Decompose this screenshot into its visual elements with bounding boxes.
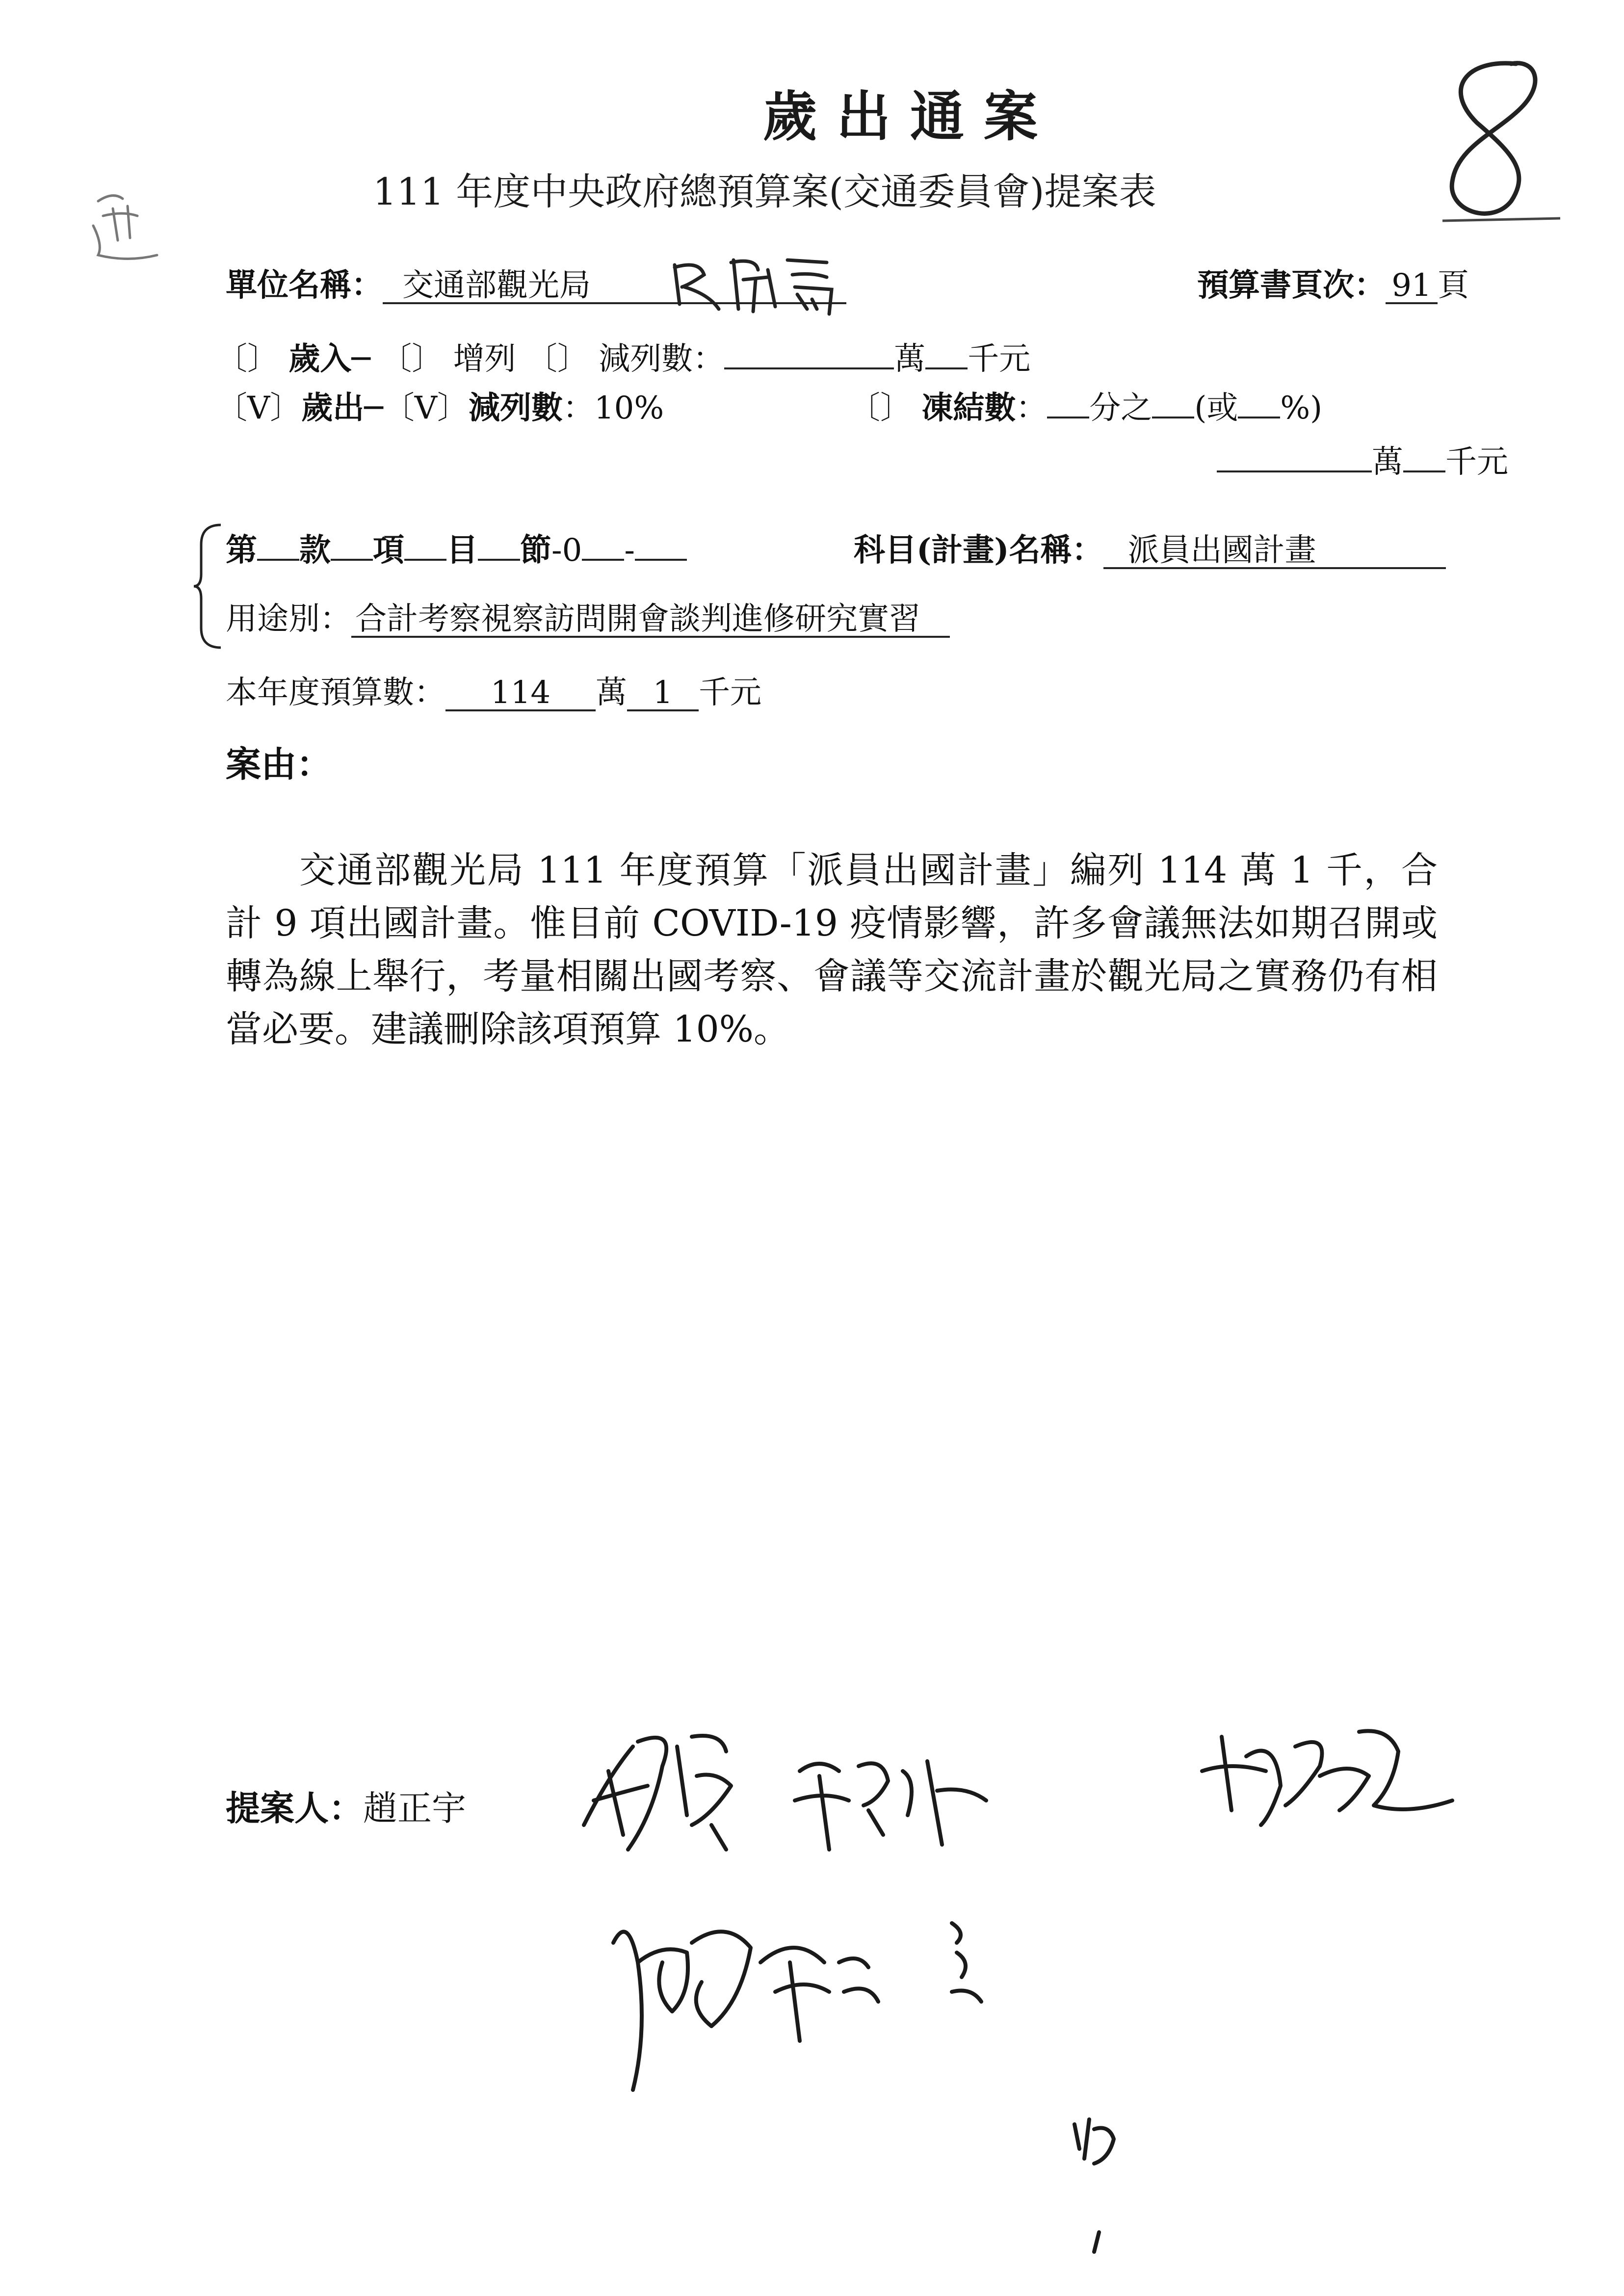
document-title: 111 年度中央政府總預算案(交通委員會)提案表 xyxy=(373,170,1156,213)
handwritten-page-number-8 xyxy=(1413,49,1570,226)
item-kuan-blank xyxy=(257,559,299,561)
item-bracket xyxy=(191,520,226,652)
freeze-qian-blank xyxy=(1403,470,1445,472)
revenue-qian-blank xyxy=(925,367,968,369)
freeze-or-open: (或 xyxy=(1194,390,1238,426)
unit-value: 交通部觀光局 xyxy=(383,269,720,304)
budget-qianyuan: 千元 xyxy=(699,675,761,711)
revenue-amount-blank xyxy=(724,367,894,369)
subject-value: 派員出國計畫 xyxy=(1103,534,1446,569)
budget-wan-value: 114 xyxy=(445,677,596,711)
freeze-fraction-label: 分之 xyxy=(1089,390,1153,426)
revenue-decrease-checkbox: 〔〕 xyxy=(525,341,589,377)
item-row xyxy=(226,525,687,570)
freeze-checkbox: 〔〕 xyxy=(849,390,912,426)
budget-label: 本年度預算數： xyxy=(226,675,445,711)
expenditure-decrease-label: 減列數 xyxy=(468,390,563,426)
item-di: 第 xyxy=(226,532,257,569)
freeze-numerator-blank xyxy=(1152,417,1194,418)
revenue-qianyuan: 千元 xyxy=(968,341,1031,377)
item-jie: 節 xyxy=(520,532,551,569)
revenue-increase-label: 增列 xyxy=(453,341,516,377)
unit-row xyxy=(226,260,720,305)
unit-label: 單位名稱： xyxy=(226,267,383,304)
signature-2 xyxy=(795,1761,986,1850)
freeze-percent-blank xyxy=(1238,417,1280,418)
budget-page-suffix: 頁 xyxy=(1438,267,1469,304)
margin-handwritten-mark xyxy=(83,182,162,265)
budget-row xyxy=(226,667,761,712)
budget-page-label: 預算書頁次： xyxy=(1197,267,1386,304)
handwritten-signatures xyxy=(564,1688,1541,2257)
case-heading: 案由： xyxy=(226,743,332,785)
item-xiang-blank xyxy=(331,559,373,561)
revenue-decrease-label: 減列數： xyxy=(599,341,725,377)
proposer-name: 趙正宇 xyxy=(363,1788,466,1828)
signature-1 xyxy=(584,1736,731,1850)
expenditure-row xyxy=(216,383,664,428)
item-jie-blank xyxy=(478,559,520,561)
signature-4 xyxy=(613,1931,878,2090)
freeze-qianyuan: 千元 xyxy=(1445,444,1508,480)
expenditure-decrease-checkbox: 〔V〕 xyxy=(383,390,469,426)
usage-value: 合計考察視察訪問開會談判進修研究實習 xyxy=(351,603,950,638)
item-mu-blank xyxy=(404,559,446,561)
handwritten-unit-suffix xyxy=(670,250,846,319)
revenue-wan: 萬 xyxy=(894,341,926,377)
usage-row xyxy=(226,594,950,639)
stamp-title: 歲出通案 xyxy=(763,85,1057,148)
item-kuan: 款 xyxy=(299,532,331,569)
freeze-wan-blank xyxy=(1217,470,1372,472)
freeze-label: 凍結數 xyxy=(921,390,1016,426)
item-jie-blank-2 xyxy=(582,559,624,561)
revenue-row xyxy=(216,334,1030,379)
revenue-label: 歲入─ xyxy=(288,340,370,377)
freeze-denominator-blank xyxy=(1047,417,1089,418)
usage-label: 用途別： xyxy=(226,601,351,637)
freeze-row xyxy=(849,383,1322,428)
freeze-percent-close: %) xyxy=(1280,390,1323,426)
freeze-amount-row xyxy=(1217,437,1508,482)
item-jie-value: -0 xyxy=(551,532,582,569)
budget-wan: 萬 xyxy=(596,675,627,711)
expenditure-label: 歲出─ xyxy=(301,390,383,426)
expenditure-checkbox: 〔V〕 xyxy=(216,390,302,426)
case-body: 交通部觀光局 111 年度預算「派員出國計畫」編列 114 萬 1 千，合計 9 項出國計畫。惟目前 COVID-19 疫情影響，許多會議無法如期召開或轉為線上舉行，考量相關出國考察、會議等交流計畫於觀光局之實務仍有相當必要。建議刪除該項預算 10%。 xyxy=(226,849,1438,1050)
budget-page-value: 91 xyxy=(1386,269,1438,304)
subject-row xyxy=(854,525,1446,570)
item-xiang: 項 xyxy=(373,532,404,569)
item-mu: 目 xyxy=(446,532,478,569)
revenue-increase-checkbox: 〔〕 xyxy=(380,341,444,377)
signature-5 xyxy=(952,1923,981,2002)
subject-label: 科目(計畫)名稱： xyxy=(854,532,1103,569)
item-end-blank xyxy=(635,559,687,561)
proposer-label: 提案人： xyxy=(226,1788,363,1828)
freeze-wan: 萬 xyxy=(1372,444,1403,480)
signature-3 xyxy=(1202,1731,1452,1825)
budget-qian-value: 1 xyxy=(627,677,699,711)
expenditure-decrease-value: ：10% xyxy=(562,390,664,426)
budget-page-row xyxy=(1197,260,1469,305)
item-dash: - xyxy=(624,532,635,569)
freeze-colon: ： xyxy=(1016,390,1048,426)
revenue-checkbox: 〔〕 xyxy=(216,341,279,377)
proposer-row xyxy=(226,1781,466,1830)
